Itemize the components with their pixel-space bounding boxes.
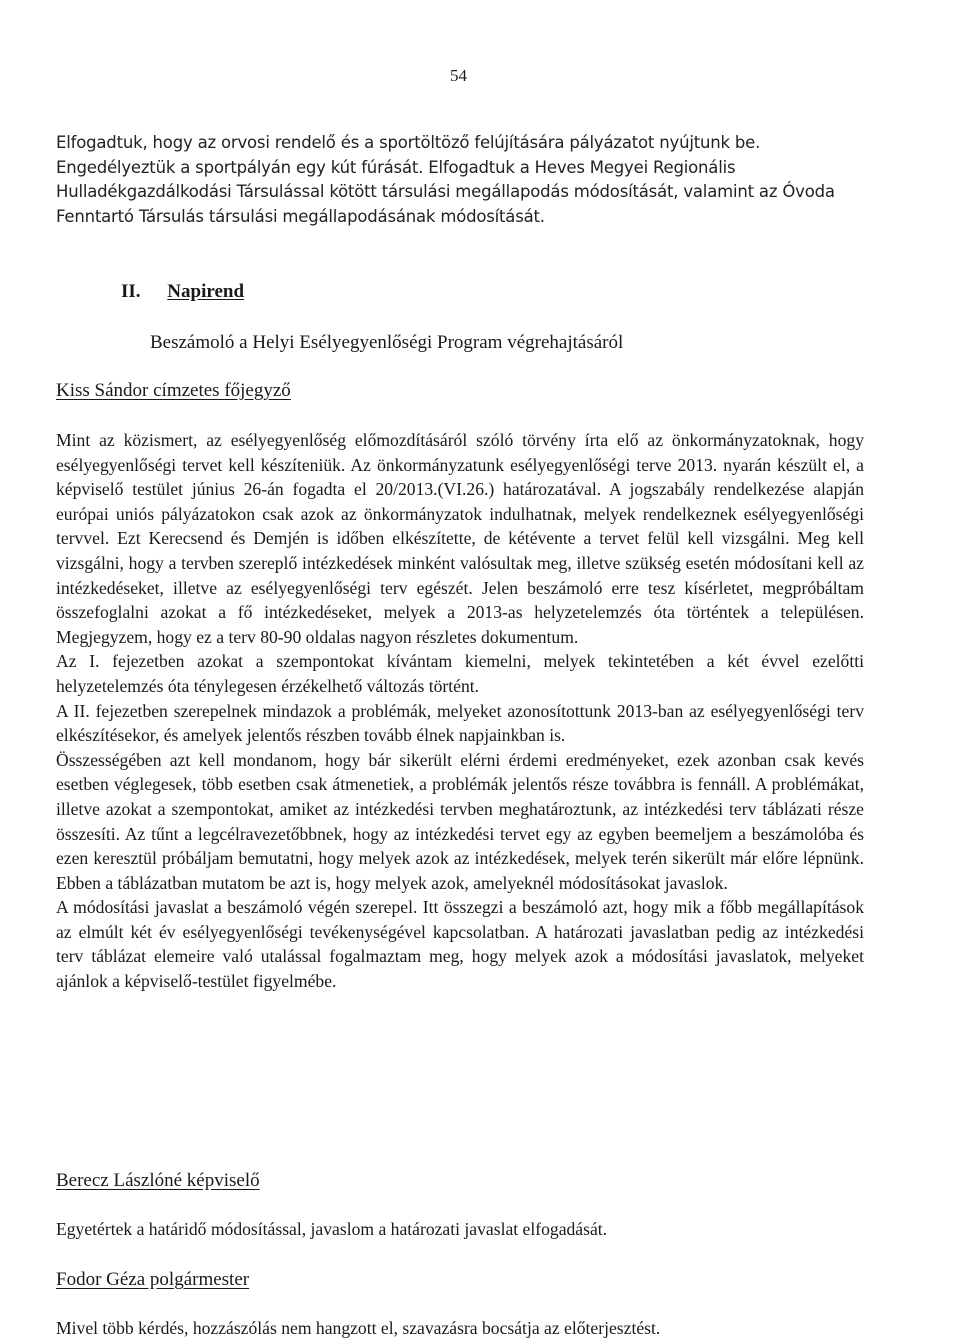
intro-paragraph: Elfogadtuk, hogy az orvosi rendelő és a sportöltöző felújítására pályázatot nyújtunk be. Engedélyeztük a sportpályán egy kút fúrását. Elfogadtuk a Heves Megyei Regionális Hulladékgazdálkodási Társulással kötött társulási megállapodás módosítását, valamint az Óvoda Fenntartó Társulás társulási megállapodásának módosítását. bbox=[56, 133, 835, 226]
speaker-name: Fodor Géza polgármester bbox=[56, 1269, 250, 1290]
agenda-heading bbox=[121, 281, 244, 303]
statement-paragraph: Összességében azt kell mondanom, hogy bár sikerült elérni érdemi eredményeket, ezek azonban csak kevés esetben véglegesek, több esetben csak átmenetiek, a problémák jelentős része továbbra is fennáll. A problémákat, illetve azokat a szempontokat, amiket az intézkedési tervben meghatároztunk, az intézkedési terv táblázati része összesíti. Az tűnt a legcélravezetőbbnek, hogy az intézkedési tervet egy az egyben beemeljem a beszámolóba és ezen keresztül próbáljam bemutatni, hogy melyek azok az intézkedések, melyek terén sikerült már előre lépnünk. Ebben a táblázatban mutatom be azt is, hogy melyek azok, amelyeknél módosításokat javaslok. bbox=[56, 749, 864, 893]
agenda-subject: Beszámoló a Helyi Esélyegyenlőségi Program végrehajtásáról bbox=[150, 332, 624, 353]
speaker-name: Berecz Lászlóné képviselő bbox=[56, 1170, 260, 1191]
speaker-statement bbox=[56, 428, 864, 994]
statement-paragraph: A módosítási javaslat a beszámoló végén szerepel. Itt összegzi a beszámoló azt, hogy mik a főbb megállapítások az elmúlt két év esélyegyenlőségi tevékenységével kapcsolatban. A határozati javaslatban pedig az intézkedési terv táblázat elemeire való utalással fogalmaztam meg, hogy melyek azok a módosítási javaslatok, melyeket ajánlok a képviselő-testület figyelmébe. bbox=[56, 897, 864, 992]
agenda-label: Napirend bbox=[167, 281, 245, 302]
page-number: 54 bbox=[450, 66, 467, 85]
statement-paragraph: Az I. fejezetben azokat a szempontokat kívántam kiemelni, melyek tekintetében a két évvel ezelőtti helyzetelemzés óta ténylegesen érzékelhető változás történt. bbox=[56, 651, 864, 696]
speaker-statement: Mivel több kérdés, hozzászólás nem hangzott el, szavazásra bocsátja az előterjesztést. bbox=[56, 1318, 661, 1338]
agenda-number: II. bbox=[121, 281, 141, 302]
speaker-name: Kiss Sándor címzetes főjegyző bbox=[56, 380, 291, 401]
speaker-statement: Egyetértek a határidő módosítással, javaslom a határozati javaslat elfogadását. bbox=[56, 1219, 608, 1239]
statement-paragraph: Mint az közismert, az esélyegyenlőség előmozdításáról szóló törvény írta elő az önkormányzatoknak, hogy esélyegyenlőségi tervet kell készíteniük. Az önkormányzatunk esélyegyenlőségi terve 2013. nyarán készült el, a képviselő testület június 26-án fogadta el 20/2013.(VI.26.) határozatával. A jogszabály rendelkezése alapján európai uniós pályázatokon csak azok az önkormányzatok indulhatnak, melyek rendelkeznek esélyegyenlőségi tervvel. Ezt Kerecsend és Demjén is időben elkészítette, de kétévente a tervet felül kell vizsgálni. Meg kell vizsgálni, hogy a tervben szereplő intézkedések minként valósultak meg, illetve szükség esetén módosítani kell az intézkedéseket, illetve az esélyegyenlőségi terv egészét. Jelen beszámoló erre tesz kísérletet, megpróbáltam összefoglalni azokat a fő intézkedéseket, melyek a 2013-as helyzetelemzés óta történtek a településen. Megjegyzem, hogy ez a terv 80-90 oldalas nagyon részletes dokumentum. bbox=[56, 430, 864, 647]
statement-paragraph: A II. fejezetben szerepelnek mindazok a problémák, melyeket azonosítottunk 2013-ban az esélyegyenlőségi terv elkészítésekor, és amelyek jelentős részben tovább élnek napjainkban is. bbox=[56, 700, 864, 746]
